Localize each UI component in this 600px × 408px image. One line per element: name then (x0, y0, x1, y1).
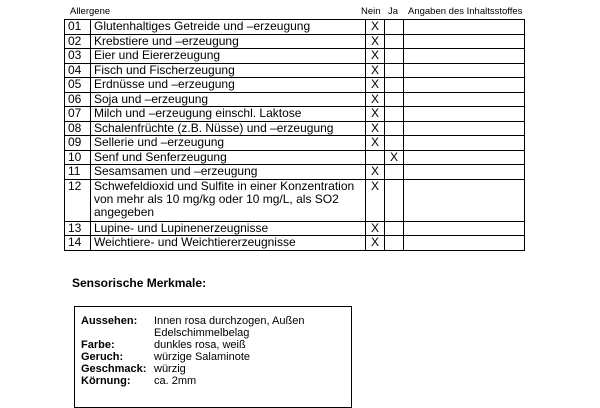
angaben-cell (404, 49, 525, 64)
ja-mark (385, 236, 404, 251)
angaben-cell (404, 107, 525, 122)
allergen-number: 01 (65, 20, 91, 35)
allergen-name: Krebstiere und –erzeugung (91, 34, 366, 49)
allergen-name: Sesamsamen und –erzeugung (91, 165, 366, 180)
angaben-cell (404, 165, 525, 180)
sensory-value: dunkles rosa, weiß (154, 339, 246, 351)
angaben-cell (404, 20, 525, 35)
sensory-value: Innen rosa durchzogen, Außen (154, 315, 305, 327)
allergen-row (65, 34, 525, 49)
ja-mark (385, 107, 404, 122)
angaben-cell (404, 63, 525, 78)
allergen-row (65, 150, 525, 165)
allergen-number: 03 (65, 49, 91, 64)
allergen-name: Lupine- und Lupinenerzeugnisse (91, 221, 366, 236)
allergen-name: Senf und Senferzeugung (91, 150, 366, 165)
allergen-number: 06 (65, 92, 91, 107)
ja-mark (385, 165, 404, 180)
angaben-cell (404, 78, 525, 93)
sensory-value: würzige Salaminote (154, 351, 250, 363)
ja-mark: X (385, 150, 404, 165)
allergen-row (65, 165, 525, 180)
allergen-table-body (65, 20, 525, 251)
angaben-cell (404, 179, 525, 221)
allergen-row (65, 107, 525, 122)
allergen-number: 07 (65, 107, 91, 122)
allergen-number: 10 (65, 150, 91, 165)
allergen-row (65, 92, 525, 107)
allergen-number: 08 (65, 121, 91, 136)
ja-mark (385, 136, 404, 151)
allergen-number: 13 (65, 221, 91, 236)
allergen-name: Schalenfrüchte (z.B. Nüsse) und –erzeugung (91, 121, 366, 136)
allergen-name: Erdnüsse und –erzeugung (91, 78, 366, 93)
allergen-number: 09 (65, 136, 91, 151)
nein-mark: X (366, 179, 385, 221)
sensory-label: Geruch: (81, 351, 124, 363)
angaben-cell (404, 150, 525, 165)
nein-mark (366, 150, 385, 165)
sensory-label: Aussehen: (81, 315, 138, 327)
header-allergene: Allergene (70, 6, 111, 17)
nein-mark: X (366, 136, 385, 151)
allergen-row (65, 20, 525, 35)
sensory-section-title: Sensorische Merkmale: (72, 276, 207, 290)
allergen-name: Milch und –erzeugung einschl. Laktose (91, 107, 366, 122)
allergen-table-header (64, 6, 534, 18)
allergen-name: Eier und Eiererzeugung (91, 49, 366, 64)
allergen-row (65, 179, 525, 221)
allergen-name: Glutenhaltiges Getreide und –erzeugung (91, 20, 366, 35)
allergen-row (65, 136, 525, 151)
allergen-number: 05 (65, 78, 91, 93)
header-angaben: Angaben des Inhaltsstoffes (408, 6, 523, 17)
allergen-row (65, 221, 525, 236)
nein-mark: X (366, 63, 385, 78)
angaben-cell (404, 121, 525, 136)
allergen-row (65, 121, 525, 136)
allergen-row (65, 49, 525, 64)
sensory-label: Geschmack: (81, 363, 147, 375)
nein-mark: X (366, 20, 385, 35)
allergen-name: Soja und –erzeugung (91, 92, 366, 107)
angaben-cell (404, 136, 525, 151)
allergen-name: Sellerie und –erzeugung (91, 136, 366, 151)
ja-mark (385, 63, 404, 78)
allergen-name: Fisch und Fischerzeugung (91, 63, 366, 78)
nein-mark: X (366, 92, 385, 107)
allergen-number: 04 (65, 63, 91, 78)
allergen-name: Weichtiere- und Weichtiererzeugnisse (91, 236, 366, 251)
ja-mark (385, 34, 404, 49)
allergen-number: 02 (65, 34, 91, 49)
nein-mark: X (366, 121, 385, 136)
ja-mark (385, 49, 404, 64)
allergen-number: 14 (65, 236, 91, 251)
allergen-row (65, 63, 525, 78)
ja-mark (385, 78, 404, 93)
nein-mark: X (366, 221, 385, 236)
allergen-number: 11 (65, 165, 91, 180)
ja-mark (385, 179, 404, 221)
nein-mark: X (366, 165, 385, 180)
angaben-cell (404, 221, 525, 236)
allergen-table (64, 19, 525, 251)
sensory-value: würzig (154, 363, 186, 375)
sensory-label: Körnung: (81, 375, 131, 387)
sensory-value: ca. 2mm (154, 375, 197, 387)
sensory-label: Farbe: (81, 339, 115, 351)
header-ja: Ja (388, 6, 399, 17)
ja-mark (385, 221, 404, 236)
sensory-box (74, 306, 352, 408)
angaben-cell (404, 92, 525, 107)
allergen-number: 12 (65, 179, 91, 221)
ja-mark (385, 121, 404, 136)
angaben-cell (404, 236, 525, 251)
ja-mark (385, 20, 404, 35)
nein-mark: X (366, 78, 385, 93)
nein-mark: X (366, 236, 385, 251)
angaben-cell (404, 34, 525, 49)
sensory-value: Edelschimmelbelag (154, 327, 250, 339)
nein-mark: X (366, 49, 385, 64)
header-nein: Nein (361, 6, 381, 17)
nein-mark: X (366, 107, 385, 122)
allergen-name: Schwefeldioxid und Sulfite in einer Konzentration von mehr als 10 mg/kg oder 10 mg/L, als SO2 angegeben (91, 179, 366, 221)
allergen-row (65, 236, 525, 251)
allergen-row (65, 78, 525, 93)
ja-mark (385, 92, 404, 107)
nein-mark: X (366, 34, 385, 49)
